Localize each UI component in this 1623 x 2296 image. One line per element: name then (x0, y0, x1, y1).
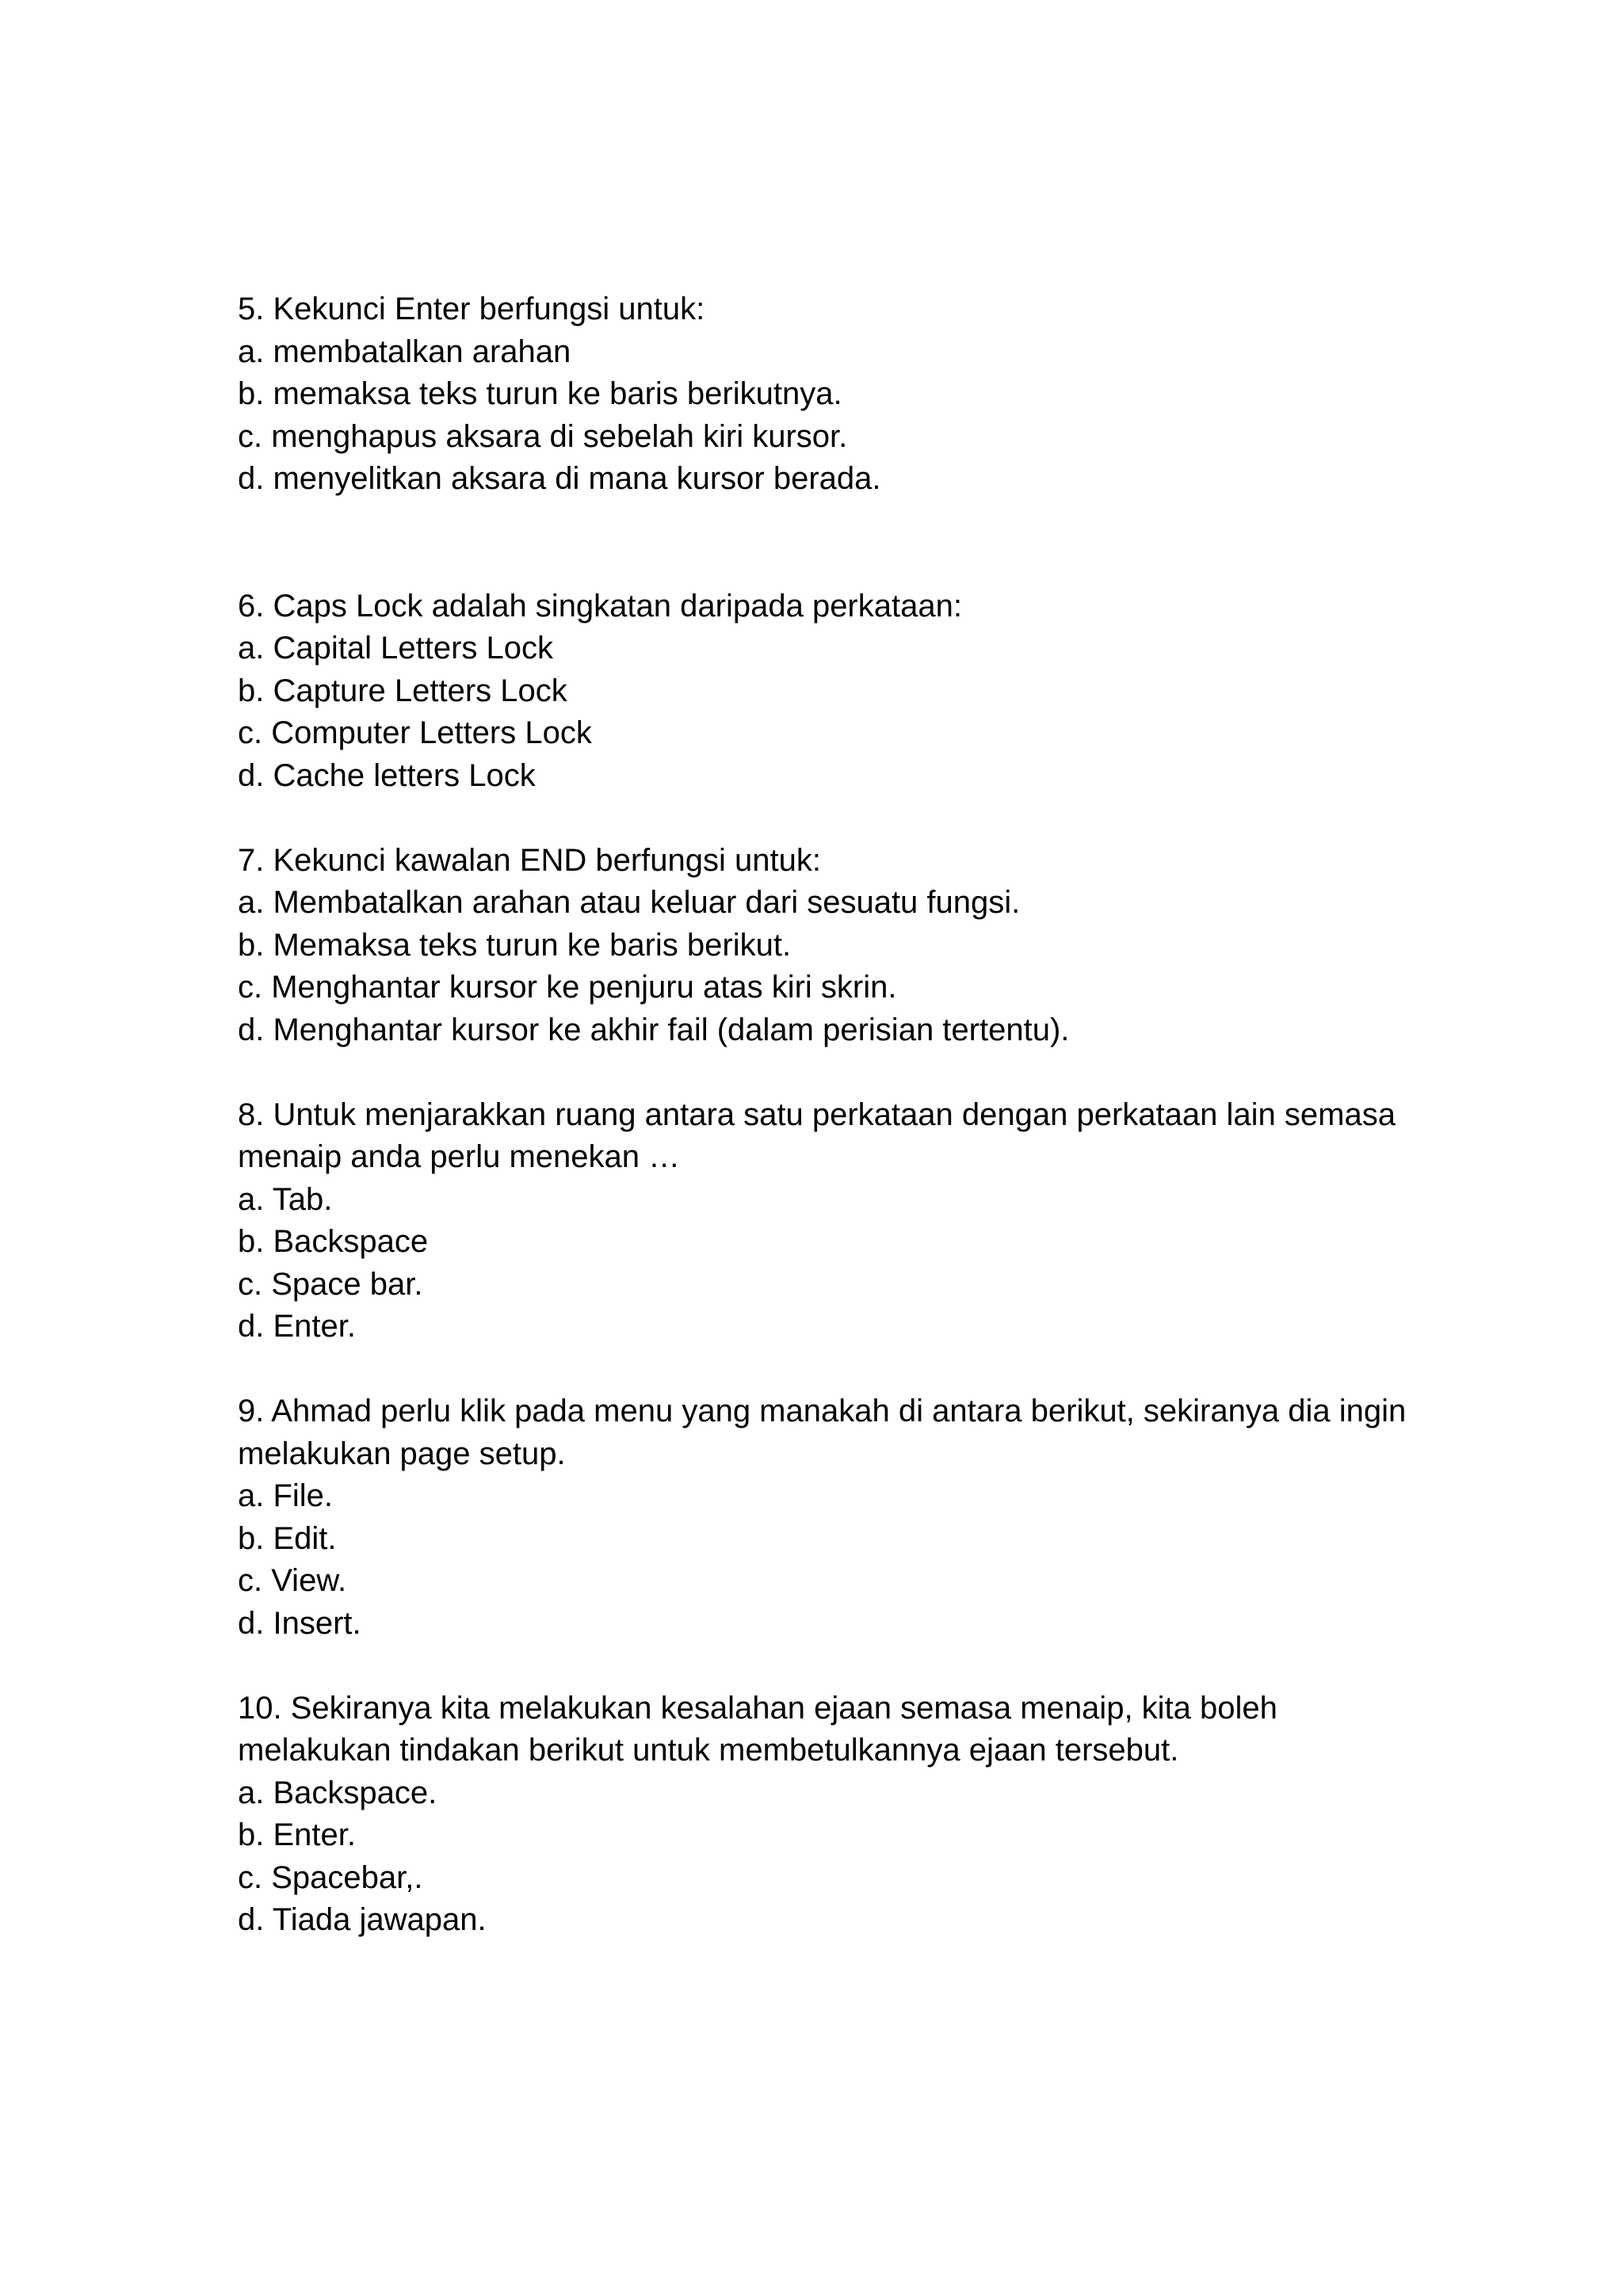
spacer (238, 501, 1466, 585)
question-7-option-c: c. Menghantar kursor ke penjuru atas kiri skrin. (238, 970, 897, 1005)
question-9-option-a: a. File. (238, 1478, 334, 1513)
question-7-option-a: a. Membatalkan arahan atau keluar dari sesuatu fungsi. (238, 885, 1021, 920)
question-10-option-b: b. Enter. (238, 1817, 356, 1852)
question-10 (238, 1688, 1466, 1942)
question-9-option-b: b. Edit. (238, 1520, 337, 1556)
question-8-stem-line-2: menaip anda perlu menekan … (238, 1139, 681, 1174)
spacer (238, 1348, 1466, 1391)
question-5-stem: 5. Kekunci Enter berfungsi untuk: (238, 292, 705, 326)
question-7-option-d: d. Menghantar kursor ke akhir fail (dalam perisian tertentu). (238, 1012, 1070, 1047)
question-10-stem-line-1: 10. Sekiranya kita melakukan kesalahan ejaan semasa menaip, kita boleh (238, 1690, 1277, 1726)
question-6-option-b: b. Capture Letters Lock (238, 673, 567, 708)
spacer (238, 1051, 1466, 1094)
question-5-option-b: b. memaksa teks turun ke baris berikutnya. (238, 376, 842, 411)
spacer (238, 797, 1466, 840)
question-5-option-a: a. membatalkan arahan (238, 334, 571, 369)
question-list (238, 288, 1466, 1942)
question-8-stem-line-1: 8. Untuk menjarakkan ruang antara satu perkataan dengan perkataan lain semasa (238, 1097, 1396, 1132)
question-9-option-c: c. View. (238, 1563, 347, 1598)
question-9 (238, 1390, 1466, 1645)
question-6-stem: 6. Caps Lock adalah singkatan daripada perkataan: (238, 588, 962, 624)
question-9-stem-line-1: 9. Ahmad perlu klik pada menu yang manakah di antara berikut, sekiranya dia ingin (238, 1394, 1407, 1428)
spacer (238, 1645, 1466, 1688)
question-5-option-d: d. menyelitkan aksara di mana kursor berada. (238, 461, 881, 496)
question-9-option-d: d. Insert. (238, 1605, 361, 1641)
question-6 (238, 585, 1466, 798)
question-8-option-c: c. Space bar. (238, 1266, 423, 1302)
question-8-option-a: a. Tab. (238, 1181, 333, 1217)
question-6-option-c: c. Computer Letters Lock (238, 715, 592, 750)
question-8-option-b: b. Backspace (238, 1224, 429, 1259)
question-5 (238, 288, 1466, 501)
question-10-option-a: a. Backspace. (238, 1775, 437, 1810)
question-9-stem-line-2: melakukan page setup. (238, 1436, 566, 1471)
question-7-stem: 7. Kekunci kawalan END berfungsi untuk: (238, 842, 821, 878)
question-10-option-c: c. Spacebar,. (238, 1859, 423, 1895)
question-6-option-a: a. Capital Letters Lock (238, 631, 553, 666)
question-10-stem-line-2: melakukan tindakan berikut untuk membetulkannya ejaan tersebut. (238, 1733, 1179, 1768)
question-8-option-d: d. Enter. (238, 1309, 356, 1344)
question-6-option-d: d. Cache letters Lock (238, 757, 536, 793)
question-7 (238, 840, 1466, 1052)
question-8 (238, 1094, 1466, 1348)
question-10-option-d: d. Tiada jawapan. (238, 1902, 487, 1937)
question-5-option-c: c. menghapus aksara di sebelah kiri kursor. (238, 418, 848, 454)
question-7-option-b: b. Memaksa teks turun ke baris berikut. (238, 927, 792, 963)
